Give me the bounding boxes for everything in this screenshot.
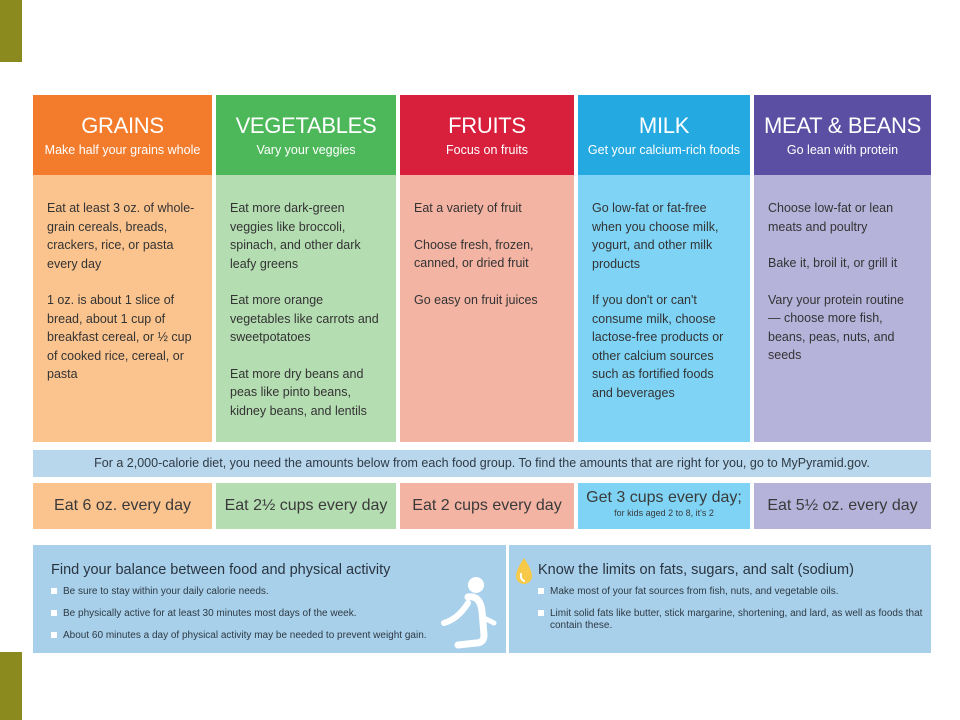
bullet-icon bbox=[538, 610, 544, 616]
column-milk bbox=[578, 95, 750, 442]
list-item-text: Make most of your fat sources from fish, nuts, and vegetable oils. bbox=[550, 586, 839, 597]
column-body bbox=[216, 175, 396, 442]
slide-accent-bottom bbox=[0, 652, 22, 720]
body-paragraph: If you don't or can't consume milk, choose lactose-free products or other calcium sources such as fortified foods and beverages bbox=[592, 293, 724, 400]
limits-list bbox=[538, 586, 923, 632]
body-paragraph: Go easy on fruit juices bbox=[414, 292, 538, 307]
list-item-text: Be sure to stay within your daily calorie needs. bbox=[63, 586, 269, 597]
bullet-icon bbox=[51, 610, 57, 616]
amount-milk bbox=[578, 483, 750, 529]
column-title: VEGETABLES bbox=[235, 113, 377, 138]
body-paragraph: Vary your protein routine — choose more fish, beans, peas, nuts, and seeds bbox=[768, 292, 904, 362]
activity-panel bbox=[33, 545, 506, 653]
column-body bbox=[33, 175, 212, 442]
column-body bbox=[400, 175, 574, 442]
amount-note: for kids aged 2 to 8, it's 2 bbox=[614, 508, 714, 518]
body-paragraph: Bake it, broil it, or grill it bbox=[768, 256, 898, 270]
person-activity-icon bbox=[438, 573, 498, 653]
column-header bbox=[216, 95, 396, 175]
column-header bbox=[400, 95, 574, 175]
column-title: MEAT & BEANS bbox=[764, 113, 921, 138]
amount-meat-beans bbox=[754, 483, 931, 529]
body-paragraph: Choose fresh, frozen, canned, or dried fruit bbox=[414, 237, 534, 270]
body-paragraph: Eat more dark-green veggies like broccoli, spinach, and other dark leafy greens bbox=[230, 201, 361, 271]
slide-accent-top bbox=[0, 0, 22, 62]
column-meat-beans bbox=[754, 95, 931, 442]
list-item-text: Be physically active for at least 30 minutes most days of the week. bbox=[63, 608, 357, 619]
bullet-icon bbox=[538, 588, 544, 594]
column-title: MILK bbox=[638, 113, 690, 138]
amount-text: Eat 5½ oz. every day bbox=[767, 497, 918, 514]
body-paragraph: Eat at least 3 oz. of whole-grain cereals, breads, crackers, rice, or pasta every day bbox=[47, 201, 195, 271]
amount-text: Eat 2 cups every day bbox=[412, 497, 562, 514]
column-title: GRAINS bbox=[81, 113, 164, 138]
list-item bbox=[51, 586, 451, 598]
column-subtitle: Focus on fruits bbox=[446, 143, 528, 157]
list-item-text: Limit solid fats like butter, stick margarine, shortening, and lard, as well as foods that contain these. bbox=[550, 608, 923, 631]
column-subtitle: Go lean with protein bbox=[786, 143, 899, 157]
body-paragraph: 1 oz. is about 1 slice of bread, about 1 cup of breakfast cereal, or ½ cup of cooked rice, cereal, or pasta bbox=[47, 293, 192, 381]
column-subtitle: Make half your grains whole bbox=[44, 143, 201, 157]
amount-vegetables bbox=[216, 483, 396, 529]
body-paragraph: Eat more orange vegetables like carrots and sweetpotatoes bbox=[230, 293, 379, 344]
amount-fruits bbox=[400, 483, 574, 529]
list-item-text: About 60 minutes a day of physical activity may be needed to prevent weight gain. bbox=[63, 630, 427, 641]
activity-title: Find your balance between food and physical activity bbox=[51, 562, 391, 578]
column-fruits bbox=[400, 95, 574, 442]
list-item bbox=[51, 630, 451, 642]
food-groups-chart bbox=[33, 95, 931, 653]
amount-text: Eat 6 oz. every day bbox=[54, 497, 191, 514]
list-item bbox=[538, 586, 923, 598]
column-subtitle: Get your calcium-rich foods bbox=[587, 143, 741, 157]
column-title: FRUITS bbox=[448, 113, 526, 138]
limits-title: Know the limits on fats, sugars, and salt (sodium) bbox=[538, 562, 854, 578]
body-paragraph: Go low-fat or fat-free when you choose milk, yogurt, and other milk products bbox=[592, 201, 719, 271]
amount-text: Eat 2½ cups every day bbox=[224, 497, 388, 514]
bullet-icon bbox=[51, 632, 57, 638]
column-vegetables bbox=[216, 95, 396, 442]
column-header bbox=[33, 95, 212, 175]
oil-drop-icon bbox=[514, 557, 534, 585]
amount-grains bbox=[33, 483, 212, 529]
column-header bbox=[754, 95, 931, 175]
list-item bbox=[51, 608, 451, 620]
column-body bbox=[754, 175, 931, 442]
limits-panel bbox=[509, 545, 931, 653]
calorie-note-band: For a 2,000-calorie diet, you need the amounts below from each food group. To find the amounts that are right for you, go to MyPyramid.gov. bbox=[33, 450, 931, 477]
body-paragraph: Eat more dry beans and peas like pinto beans, kidney beans, and lentils bbox=[230, 366, 367, 418]
activity-list bbox=[51, 586, 451, 642]
list-item bbox=[538, 608, 923, 632]
amount-text: Get 3 cups every day; bbox=[586, 489, 742, 506]
bullet-icon bbox=[51, 588, 57, 594]
column-body bbox=[578, 175, 750, 442]
column-grains bbox=[33, 95, 212, 442]
column-subtitle: Vary your veggies bbox=[256, 143, 356, 157]
column-header bbox=[578, 95, 750, 175]
body-paragraph: Choose low-fat or lean meats and poultry bbox=[768, 201, 894, 234]
body-paragraph: Eat a variety of fruit bbox=[414, 201, 522, 215]
